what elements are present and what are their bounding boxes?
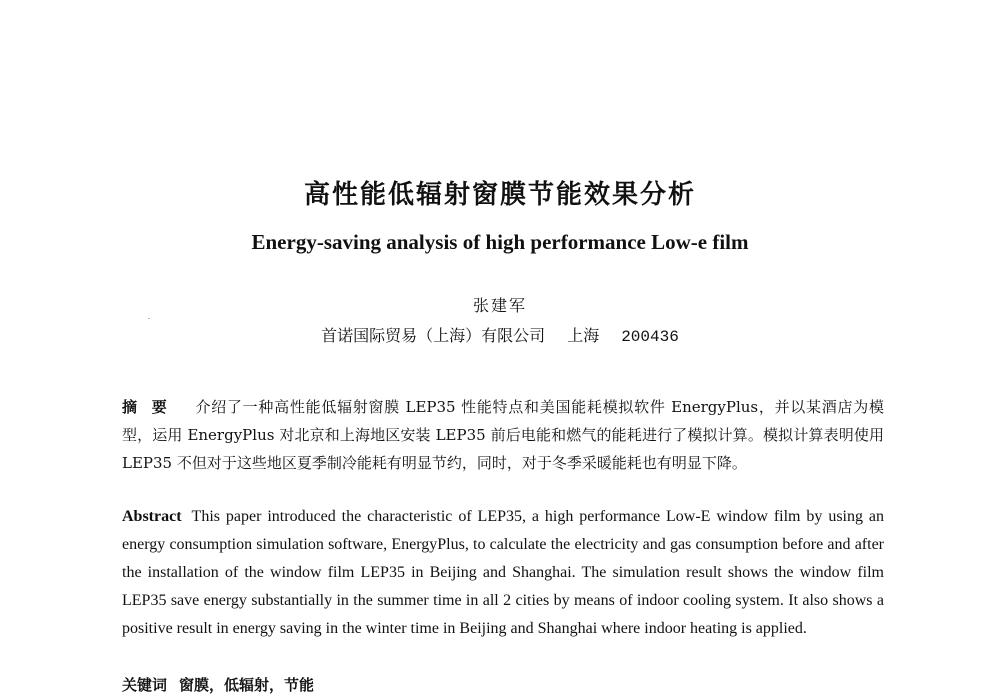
scan-speck — [148, 318, 150, 319]
keywords-items: 窗膜，低辐射，节能 — [179, 676, 315, 694]
abstract-chinese-label: 摘要 — [122, 398, 182, 416]
author-affiliation — [0, 323, 1000, 346]
affiliation-postcode: 200436 — [621, 328, 679, 346]
abstract-english-text: This paper introduced the characteristic of LEP35, a high performance Low-E window film by using an energy consumption simulation software, EnergyPlus, to calculate the electricity and gas consumption before and after the installation of the window film LEP35 in Beijing and Shanghai. The simulation result shows the window film LEP35 save energy substantially in the summer time in all 2 cities by means of indoor cooling system. It also shows a positive result in energy saving in the winter time in Beijing and Shanghai where indoor heating is applied. — [122, 508, 884, 637]
abstract-english-label: Abstract — [122, 508, 182, 525]
abstract-english — [122, 503, 884, 643]
affiliation-city: 上海 — [567, 326, 600, 345]
paper-title-chinese: 高性能低辐射窗膜节能效果分析 — [303, 180, 696, 210]
keywords-line — [122, 671, 884, 694]
paper-title-english: Energy-saving analysis of high performance Low-e film — [251, 230, 749, 254]
keywords-label: 关键词 — [122, 676, 168, 694]
abstract-chinese — [122, 393, 884, 477]
abstract-chinese-text: 介绍了一种高性能低辐射窗膜 LEP35 性能特点和美国能耗模拟软件 EnergyPlus，并以某酒店为模型，运用 EnergyPlus 对北京和上海地区安装 LEP35 前后电能和燃气的能耗进行了模拟计算。模拟计算表明使用 LEP35 不但对于这些地区夏季制冷能耗有明显节约，同时，对于冬季采暖能耗也有明显下降。 — [122, 398, 884, 472]
affiliation-company: 首诺国际贸易（上海）有限公司 — [321, 326, 546, 345]
author-name: 张建军 — [472, 296, 527, 315]
